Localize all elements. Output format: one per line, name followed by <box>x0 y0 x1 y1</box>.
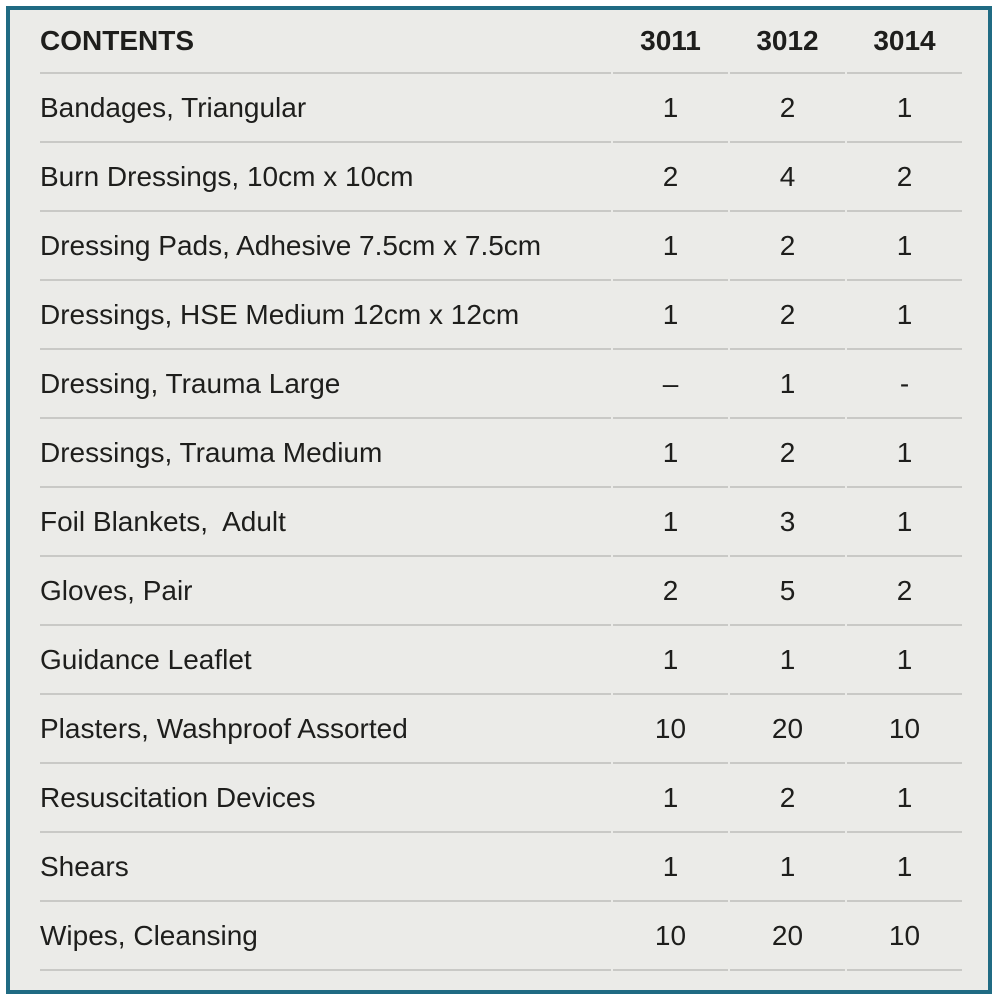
qty-3014: 1 <box>847 74 962 143</box>
qty-3012: 3 <box>730 488 845 557</box>
qty-3011: 10 <box>613 902 728 971</box>
item-label: Shears <box>40 833 611 902</box>
qty-3011: 1 <box>613 419 728 488</box>
table-row <box>40 281 962 350</box>
qty-3011: – <box>613 350 728 419</box>
contents-table-frame <box>6 6 992 994</box>
qty-3011: 1 <box>613 488 728 557</box>
item-label: Plasters, Washproof Assorted <box>40 695 611 764</box>
qty-3011: 1 <box>613 281 728 350</box>
item-label: Guidance Leaflet <box>40 626 611 695</box>
qty-3012: 20 <box>730 902 845 971</box>
qty-3012: 2 <box>730 212 845 281</box>
qty-3011: 1 <box>613 764 728 833</box>
item-label: Dressings, HSE Medium 12cm x 12cm <box>40 281 611 350</box>
table-row <box>40 350 962 419</box>
item-label: Gloves, Pair <box>40 557 611 626</box>
qty-3012: 2 <box>730 74 845 143</box>
qty-3011: 1 <box>613 833 728 902</box>
column-header-3014: 3014 <box>847 10 962 74</box>
item-label: Dressings, Trauma Medium <box>40 419 611 488</box>
table-row <box>40 833 962 902</box>
item-label: Bandages, Triangular <box>40 74 611 143</box>
table-row <box>40 695 962 764</box>
qty-3011: 1 <box>613 626 728 695</box>
table-row <box>40 143 962 212</box>
qty-3012: 2 <box>730 281 845 350</box>
qty-3014: 1 <box>847 419 962 488</box>
table-row <box>40 419 962 488</box>
qty-3011: 1 <box>613 212 728 281</box>
qty-3014: 1 <box>847 488 962 557</box>
qty-3014: 1 <box>847 281 962 350</box>
qty-3014: 1 <box>847 764 962 833</box>
header-row <box>40 10 962 74</box>
qty-3014: 2 <box>847 557 962 626</box>
qty-3014: 1 <box>847 626 962 695</box>
qty-3012: 1 <box>730 626 845 695</box>
column-header-3012: 3012 <box>730 10 845 74</box>
table-row <box>40 626 962 695</box>
qty-3014: 1 <box>847 212 962 281</box>
table-row <box>40 488 962 557</box>
qty-3011: 1 <box>613 74 728 143</box>
table-row <box>40 902 962 971</box>
qty-3014: - <box>847 350 962 419</box>
qty-3014: 10 <box>847 902 962 971</box>
item-label: Wipes, Cleansing <box>40 902 611 971</box>
item-label: Foil Blankets, Adult <box>40 488 611 557</box>
qty-3012: 1 <box>730 350 845 419</box>
qty-3012: 5 <box>730 557 845 626</box>
qty-3012: 2 <box>730 764 845 833</box>
item-label: Dressing Pads, Adhesive 7.5cm x 7.5cm <box>40 212 611 281</box>
qty-3014: 2 <box>847 143 962 212</box>
item-label: Burn Dressings, 10cm x 10cm <box>40 143 611 212</box>
qty-3011: 2 <box>613 557 728 626</box>
qty-3012: 4 <box>730 143 845 212</box>
table-row <box>40 212 962 281</box>
qty-3012: 1 <box>730 833 845 902</box>
column-header-contents: CONTENTS <box>40 10 611 74</box>
table-row <box>40 557 962 626</box>
qty-3011: 10 <box>613 695 728 764</box>
qty-3014: 1 <box>847 833 962 902</box>
contents-table <box>38 10 964 971</box>
item-label: Dressing, Trauma Large <box>40 350 611 419</box>
table-row <box>40 764 962 833</box>
qty-3011: 2 <box>613 143 728 212</box>
table-row <box>40 74 962 143</box>
qty-3012: 20 <box>730 695 845 764</box>
qty-3012: 2 <box>730 419 845 488</box>
column-header-3011: 3011 <box>613 10 728 74</box>
qty-3014: 10 <box>847 695 962 764</box>
item-label: Resuscitation Devices <box>40 764 611 833</box>
